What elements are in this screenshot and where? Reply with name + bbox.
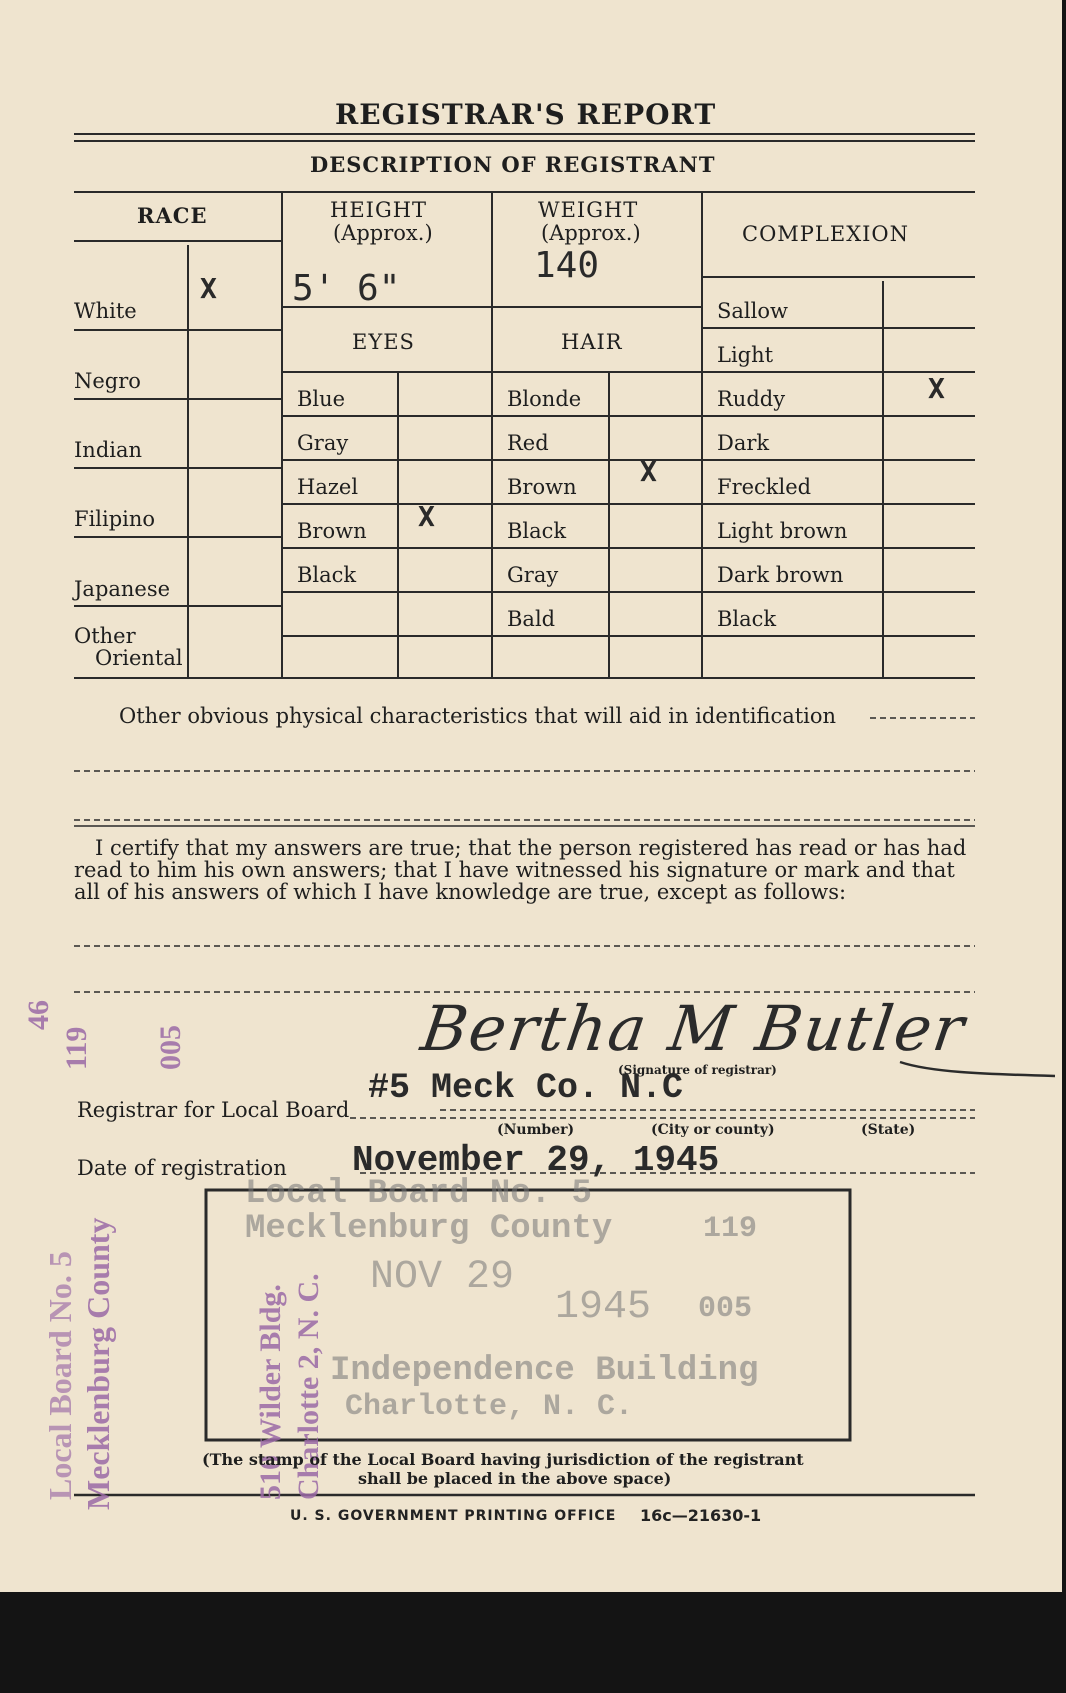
eyes-option: Blue — [297, 387, 346, 411]
race-option: White — [74, 299, 137, 323]
complexion-option: Light — [717, 343, 774, 367]
eyes-option: Black — [297, 563, 357, 587]
board-stamp-line: Local Board No. 5 — [245, 1175, 592, 1213]
hair-option: Gray — [507, 563, 559, 587]
registrar-signature: Bertha M Butler — [416, 992, 971, 1065]
race-check-mark: X — [200, 272, 217, 305]
registrar-value: #5 Meck Co. N.C — [368, 1068, 684, 1108]
race-option-oriental: Oriental — [95, 646, 183, 670]
complexion-option: Ruddy — [717, 387, 786, 411]
certify-line: read to him his own answers; that I have witnessed his signature or mark and that — [74, 858, 955, 882]
certify-line: all of his answers of which I have knowledge are true, except as follows: — [74, 880, 847, 904]
board-stamp-number: 119 — [703, 1212, 758, 1246]
weight-value: 140 — [534, 245, 600, 286]
hair-option: Black — [507, 519, 567, 543]
hair-header: HAIR — [561, 330, 623, 354]
registrar-caption-number: (Number) — [497, 1122, 575, 1138]
complexion-option: Freckled — [717, 475, 812, 499]
height-header: HEIGHT — [330, 198, 428, 222]
form-title: REGISTRAR'S REPORT — [335, 98, 717, 131]
race-option: Japanese — [74, 577, 171, 601]
signature-caption: (Signature of registrar) — [618, 1063, 777, 1077]
hair-option: Bald — [507, 607, 556, 631]
side-number: 119 — [60, 1026, 93, 1070]
complexion-header: COMPLEXION — [742, 222, 910, 246]
board-stamp-year: 1945 — [555, 1285, 652, 1330]
board-stamp-date: NOV 29 — [370, 1255, 515, 1300]
registrar-caption-city: (City or county) — [651, 1122, 775, 1138]
eyes-header: EYES — [352, 330, 415, 354]
side-number: 46 — [22, 1000, 55, 1030]
eyes-option: Hazel — [297, 475, 359, 499]
characteristics-prompt: Other obvious physical characteristics that will aid in identification — [119, 704, 837, 728]
certify-line: I certify that my answers are true; that the person registered has read or has had — [95, 836, 967, 860]
side-number: 005 — [154, 1025, 187, 1070]
race-option-other: Other — [74, 624, 136, 648]
eyes-option: Gray — [297, 431, 349, 455]
footer-printer: U. S. GOVERNMENT PRINTING OFFICE — [290, 1508, 617, 1524]
complexion-option: Light brown — [717, 519, 848, 543]
race-option: Indian — [74, 438, 143, 462]
footer-form-number: 16c—21630-1 — [640, 1506, 762, 1525]
complexion-option: Black — [717, 607, 777, 631]
board-stamp-line: Charlotte, N. C. — [345, 1390, 634, 1424]
board-stamp-line: Mecklenburg County — [245, 1210, 613, 1248]
form-subtitle: DESCRIPTION OF REGISTRANT — [310, 152, 716, 177]
date-label: Date of registration — [77, 1156, 287, 1180]
date-value: November 29, 1945 — [352, 1140, 720, 1181]
race-option: Filipino — [74, 507, 156, 531]
registrar-label: Registrar for Local Board — [77, 1098, 350, 1122]
hair-option: Red — [507, 431, 549, 455]
side-stamp-line: Mecklenburg County — [80, 1217, 116, 1510]
race-header: RACE — [137, 203, 208, 228]
board-stamp-line: Independence Building — [330, 1352, 759, 1390]
height-value: 5' 6" — [292, 268, 401, 309]
stamp-note: shall be placed in the above space) — [358, 1469, 672, 1488]
eyes-check-mark: X — [418, 500, 435, 533]
complexion-option: Sallow — [717, 299, 788, 323]
hair-option: Brown — [507, 475, 577, 499]
height-approx: (Approx.) — [333, 221, 433, 245]
eyes-option: Brown — [297, 519, 367, 543]
hair-check-mark: X — [640, 455, 657, 488]
complexion-check-mark: X — [928, 372, 945, 405]
board-stamp-code: 005 — [698, 1292, 753, 1326]
side-stamp-line: Local Board No. 5 — [42, 1251, 78, 1500]
complexion-option: Dark brown — [717, 563, 844, 587]
complexion-option: Dark — [717, 431, 770, 455]
side-stamp-line: Charlotte 2, N. C. — [292, 1273, 325, 1500]
stamp-note: (The stamp of the Local Board having jurisdiction of the registrant — [202, 1450, 804, 1469]
registrar-caption-state: (State) — [861, 1122, 916, 1138]
side-stamp-line: 510 Wilder Bldg. — [254, 1284, 287, 1500]
weight-approx: (Approx.) — [541, 221, 641, 245]
weight-header: WEIGHT — [538, 198, 639, 222]
hair-option: Blonde — [507, 387, 582, 411]
race-option: Negro — [74, 369, 141, 393]
